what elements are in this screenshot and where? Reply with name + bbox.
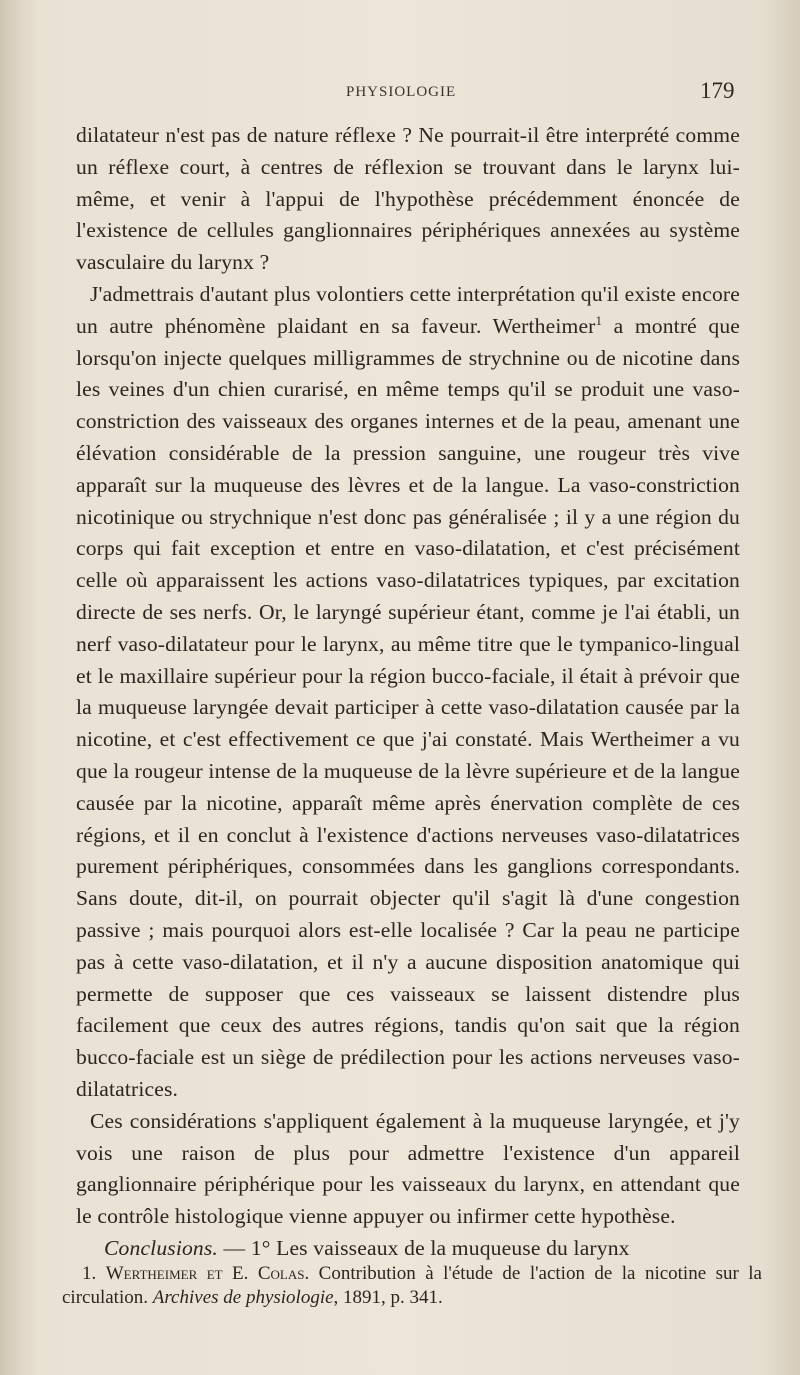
- footnote-details: , 1891, p. 341.: [333, 1287, 443, 1308]
- footnote-number: 1.: [82, 1263, 106, 1284]
- running-head: PHYSIOLOGIE: [346, 84, 457, 100]
- footnote: [62, 1262, 762, 1310]
- paragraph-text: J'admettrais d'autant plus volontiers cette interprétation qu'il existe encore un autre phénomène plaidant en sa faveur. Wertheimer: [76, 281, 740, 338]
- footnote-reference: 1: [595, 312, 603, 328]
- conclusions-line: [76, 1233, 740, 1265]
- page-number: 179: [700, 78, 735, 103]
- footnote-title: . Contribution à l'étude de l'action de la nicotine sur la circulation.: [62, 1263, 762, 1308]
- paragraph-text: a montré que lorsqu'on injecte quelques milligrammes de strychnine ou de nicotine dans les veines d'un chien curarisé, en même temps qu'il se produit une vaso-constriction des vaisseaux des organes internes et de la peau, amenant une élévation considérable de la pression sanguine, une rougeur très vive apparaît sur la muqueuse des lèvres et de la langue. La vaso-constriction nicotinique ou strychnique n'est donc pas généralisée ; il y a une région du corps qui fait exception et entre en vaso-dilatation, et c'est précisément celle où apparaissent les actions vaso-dilatatrices typiques, par excitation directe de ses nerfs. Or, le laryngé supérieur étant, comme je l'ai établi, un nerf vaso-dilatateur pour le larynx, au même titre que le tympanico-lingual et le maxillaire supérieur pour la région bucco-faciale, il était à prévoir que la muqueuse laryngée devait participer à cette vaso-dilatation causée par la nicotine, et c'est effectivement ce que j'ai constaté. Mais Wertheimer a vu que la rougeur intense de la muqueuse de la lèvre supérieure et de la langue causée par la nicotine, apparaît même après énervation complète de ces régions, et il en conclut à l'existence d'actions nerveuses vaso-dilatatrices purement périphériques, consommées dans les ganglions correspondants. Sans doute, dit-il, on pourrait objecter qu'il s'agit là d'une congestion passive ; mais pourquoi alors est-elle localisée ? Car la peau ne participe pas à cette vaso-dilatation, et il n'y a aucune disposition anatomique qui permette de supposer que ces vaisseaux se laissent distendre plus facilement que ceux des autres régions, tandis qu'on sait que la région bucco-faciale est un siège de prédilection pour les actions nerveuses vaso-dilatatrices.: [76, 313, 740, 1101]
- footnote-text: [62, 1262, 762, 1310]
- conclusions-dash: —: [217, 1235, 251, 1260]
- conclusions-label: Conclusions.: [104, 1235, 218, 1260]
- footnote-authors: Wertheimer et E. Colas: [105, 1263, 305, 1284]
- conclusions-text: 1° Les vaisseaux de la muqueuse du larynx: [250, 1235, 630, 1260]
- paragraph: dilatateur n'est pas de nature réflexe ? Ne pourrait-il être interprété comme un réflexe court, à centres de réflexion se trouvant dans le larynx lui-même, et venir à l'appui de l'hypothèse précédemment énoncée de l'existence de cellules ganglionnaires périphériques annexées au système vasculaire du larynx ?: [76, 123, 740, 275]
- paragraph: [76, 279, 740, 1106]
- footnote-journal: Archives de physiologie: [152, 1287, 334, 1308]
- body-text: [76, 120, 740, 1265]
- paragraph: Ces considérations s'appliquent également à la muqueuse laryngée, et j'y vois une raison de plus pour admettre l'existence d'un appareil ganglionnaire périphérique pour les vaisseaux du larynx, en attendant que le contrôle histologique vienne appuyer ou infirmer cette hypothèse.: [76, 1108, 740, 1229]
- page-header: [0, 78, 800, 108]
